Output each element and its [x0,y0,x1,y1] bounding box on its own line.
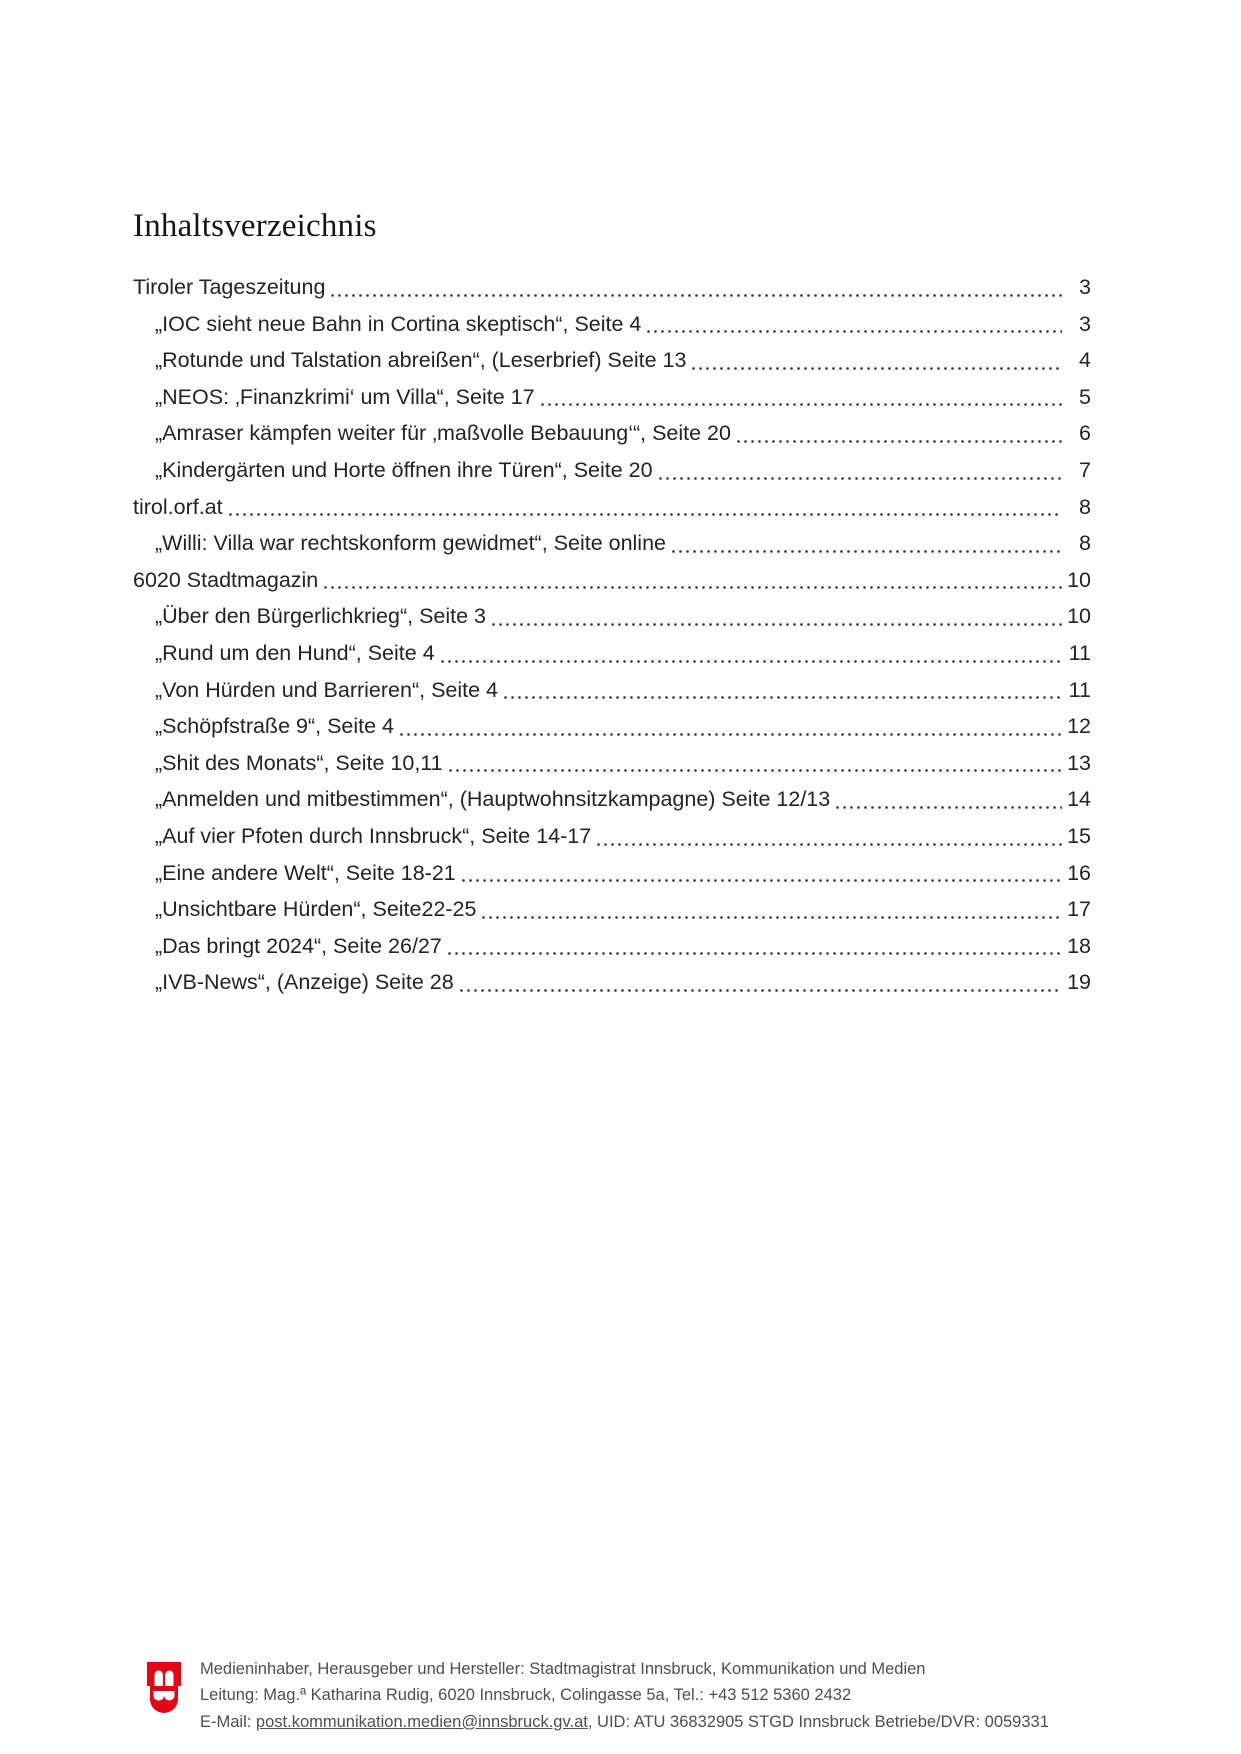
toc-entry-page: 7 [1079,457,1091,482]
imprint-line-2: Leitung: Mag.ª Katharina Rudig, 6020 Innsbruck, Colingasse 5a, Tel.: +43 512 5360 2432 [200,1686,852,1705]
dot-leader [322,586,1062,589]
toc-entry-page: 12 [1067,714,1091,739]
toc-entry[interactable] [133,891,1091,928]
toc-entry[interactable] [133,964,1091,1001]
toc-entry-page: 10 [1067,604,1091,629]
toc-entry-label: „Rund um den Hund“, Seite 4 [155,640,435,665]
toc-entry-label: Tiroler Tageszeitung [133,275,326,299]
toc-entry[interactable] [133,708,1091,745]
toc-entry-page: 4 [1079,348,1091,373]
toc-entry-label: „IVB-News“, (Anzeige) Seite 28 [155,970,454,995]
toc-entry-page: 11 [1068,640,1091,665]
dot-leader [447,769,1062,772]
toc-entry-page: 18 [1067,933,1091,958]
toc-entry[interactable] [133,818,1091,855]
toc-entry-label: „Über den Bürgerlichkrieg“, Seite 3 [155,604,487,629]
toc-entry[interactable] [133,489,1091,526]
toc-entry-label: tirol.orf.at [133,494,223,519]
email-link[interactable]: post.kommunikation.medien@innsbruck.gv.at [255,1712,588,1731]
toc-entry-page: 19 [1067,970,1091,995]
toc-entry-label: „Von Hürden und Barrieren“, Seite 4 [155,677,499,702]
dot-leader [460,879,1062,882]
toc-entry[interactable] [133,672,1091,709]
toc-entry-label: „Auf vier Pfoten durch Innsbruck“, Seite 14-17 [155,823,592,848]
imprint-line-1: Medieninhaber, Herausgeber und Hersteller: Stadtmagistrat Innsbruck, Kommunikation und Medien [200,1660,926,1678]
imprint-line-3-suffix: , UID: ATU 36832905 STGD Innsbruck Betriebe/DVR: 0059331 [587,1712,1049,1731]
dot-leader [398,733,1062,736]
toc-entry-page: 6 [1079,421,1091,446]
toc-entry-page: 8 [1079,531,1091,556]
toc-entry-label: „Shit des Monats“, Seite 10,11 [155,750,443,775]
toc-entry-page: 3 [1079,311,1091,336]
page-title: Inhaltsverzeichnis [133,208,377,244]
dot-leader [458,989,1062,992]
toc-entry[interactable] [133,342,1091,379]
toc-entry-label: „NEOS: ‚Finanzkrimi‘ um Villa“, Seite 17 [155,384,535,409]
toc-entry-label: 6020 Stadtmagazin [133,567,319,592]
dot-leader [834,806,1062,809]
dot-leader [595,843,1062,846]
dot-leader [670,550,1062,553]
toc-entry-label: „Das bringt 2024“, Seite 26/27 [155,933,442,958]
toc-entry[interactable] [133,525,1091,562]
toc-entry-page: 11 [1068,677,1091,702]
innsbruck-city-logo-icon [147,1662,181,1714]
toc-entry-page: 14 [1067,787,1091,812]
dot-leader [480,916,1062,919]
toc-entry-page: 3 [1079,275,1091,299]
toc-entry[interactable] [133,745,1091,782]
toc-entry-label: „Amraser kämpfen weiter für ‚maßvolle Bebauung‘“, Seite 20 [155,421,731,446]
toc-entry-page: 15 [1067,823,1091,848]
toc-entry-page: 17 [1067,897,1091,922]
toc-entry-page: 10 [1067,567,1091,592]
dot-leader [446,952,1062,955]
dot-leader [735,440,1062,443]
toc-entry[interactable] [133,415,1091,452]
dot-leader [657,477,1062,480]
toc-entry-page: 16 [1067,860,1091,885]
toc-entry[interactable] [133,306,1091,343]
toc-entry-label: „Unsichtbare Hürden“, Seite22-25 [155,897,477,922]
dot-leader [539,403,1062,406]
toc-entry-label: „Rotunde und Talstation abreißen“, (Leserbrief) Seite 13 [155,348,687,373]
imprint-text [200,1656,1120,1735]
dot-leader [645,330,1062,333]
toc-entry-label: „IOC sieht neue Bahn in Cortina skeptisch“, Seite 4 [155,311,642,336]
toc-entry-label: „Willi: Villa war rechtskonform gewidmet“, Seite online [155,531,667,556]
toc-entry[interactable] [133,562,1091,599]
toc-entry-label: „Kindergärten und Horte öffnen ihre Türen“, Seite 20 [155,457,653,482]
imprint-line-3 [200,1709,1120,1735]
toc-entry-page: 5 [1079,384,1091,409]
table-of-contents [133,269,1091,1001]
toc-entry[interactable] [133,635,1091,672]
toc-entry[interactable] [133,452,1091,489]
toc-entry-label: „Schöpfstraße 9“, Seite 4 [155,714,394,739]
email-label: E-Mail: [200,1712,256,1731]
toc-entry[interactable] [133,269,1091,306]
toc-entry[interactable] [133,379,1091,416]
dot-leader [329,294,1062,297]
dot-leader [502,696,1062,699]
toc-entry-page: 8 [1079,494,1091,519]
dot-leader [690,367,1062,370]
toc-entry[interactable] [133,598,1091,635]
toc-entry-label: „Eine andere Welt“, Seite 18-21 [155,860,456,885]
toc-entry[interactable] [133,855,1091,892]
dot-leader [490,623,1062,626]
dot-leader [227,513,1062,516]
dot-leader [439,660,1062,663]
toc-entry-label: „Anmelden und mitbestimmen“, (Hauptwohnsitzkampagne) Seite 12/13 [155,787,831,812]
toc-entry-page: 13 [1067,750,1091,775]
toc-entry[interactable] [133,928,1091,965]
toc-entry[interactable] [133,781,1091,818]
